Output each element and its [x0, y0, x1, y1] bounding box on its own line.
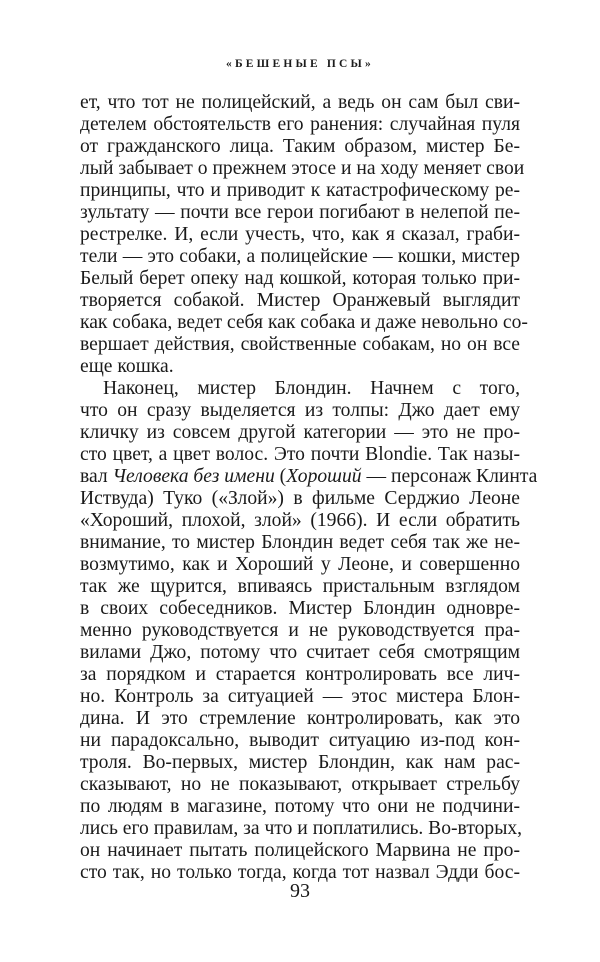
- paragraph-1: [80, 92, 528, 378]
- text-line: троля. Во-первых, мистер Блондин, как нам рас-: [80, 752, 520, 773]
- body-text: [80, 92, 538, 884]
- text-line: дина. И это стремление контролировать, как это: [80, 708, 520, 729]
- text-line: детелем обстоятельств его ранения: случайная пуля: [80, 114, 520, 135]
- text-segment: — персонаж Клинта: [361, 466, 538, 487]
- text-line: что он сразу выделяется из толпы: Джо дает ему: [80, 400, 520, 421]
- text-line: сто цвет, а цвет волос. Это почти Blondie. Так назы-: [80, 444, 520, 465]
- text-line: кличку из совсем другой категории — это не про-: [80, 422, 520, 443]
- page-number: 93: [290, 880, 310, 902]
- text-line: ни парадоксально, выводит ситуацию из-под кон-: [80, 730, 520, 751]
- text-line: лый забывает о прежнем этосе и на ходу меняет свои: [80, 158, 525, 179]
- text-line: «Хороший, плохой, злой» (1966). И если обратить: [80, 510, 520, 531]
- text-line: в своих собеседников. Мистер Блондин одновре-: [80, 598, 520, 619]
- text-line: Белый берет опеку над кошкой, которая только при-: [80, 268, 520, 289]
- text-line: лись его правилам, за что и поплатились. Во-вторых,: [80, 818, 523, 839]
- text-line-first-indented: Наконец, мистер Блондин. Начнем с того,: [103, 378, 520, 399]
- text-line: возмутимо, как и Хороший у Леоне, и совершенно: [80, 554, 520, 575]
- italic-title-segment: Человека без имени: [112, 466, 275, 487]
- text-line: вершает действия, свойственные собакам, но он все: [80, 334, 520, 355]
- text-line: принципы, что и приводит к катастрофическому ре-: [80, 180, 520, 201]
- text-line: сто так, но только тогда, когда тот назвал Эдди бос-: [80, 862, 520, 883]
- text-line: от гражданского лица. Таким образом, мистер Бе-: [80, 136, 520, 157]
- text-line: зультату — почти все герои погибают в нелепой пе-: [80, 202, 520, 223]
- text-line: по людям в магазине, потому что они не подчини-: [80, 796, 520, 817]
- text-line: тели — это собаки, а полицейские — кошки, мистер: [80, 246, 520, 267]
- text-line: сказывают, но не показывают, открывает стрельбу: [80, 774, 520, 795]
- text-line: творяется собакой. Мистер Оранжевый выглядит: [80, 290, 520, 311]
- text-line: еще кошка.: [80, 356, 174, 377]
- text-line: за порядком и старается контролировать все лич-: [80, 664, 520, 685]
- text-segment: (: [274, 466, 287, 487]
- text-line: Иствуда) Туко («Злой») в фильме Серджио Леоне: [80, 488, 520, 509]
- text-segment: вал: [80, 466, 113, 487]
- text-line: так же щурится, впиваясь пристальным взглядом: [80, 576, 520, 597]
- paragraph-2: [80, 378, 538, 884]
- text-line: ет, что тот не полицейский, а ведь он сам был сви-: [80, 92, 520, 113]
- text-line: внимание, то мистер Блондин ведет себя так же не-: [80, 532, 520, 553]
- text-line: он начинает пытать полицейского Марвина не про-: [80, 840, 520, 861]
- text-line: как собака, ведет себя как собака и даже невольно со-: [80, 312, 528, 333]
- italic-title-segment: Хороший: [286, 466, 362, 487]
- text-line: менно руководствуется и не руководствуется пра-: [80, 620, 520, 641]
- text-line: рестрелке. И, если учесть, что, как я сказал, граби-: [80, 224, 520, 245]
- text-line: вилами Джо, потому что считает себя смотрящим: [80, 642, 520, 663]
- text-line-mixed-italic: [80, 466, 538, 488]
- text-line: но. Контроль за ситуацией — этос мистера Блон-: [80, 686, 520, 707]
- running-head: «БЕШЕНЫЕ ПСЫ»: [226, 58, 374, 70]
